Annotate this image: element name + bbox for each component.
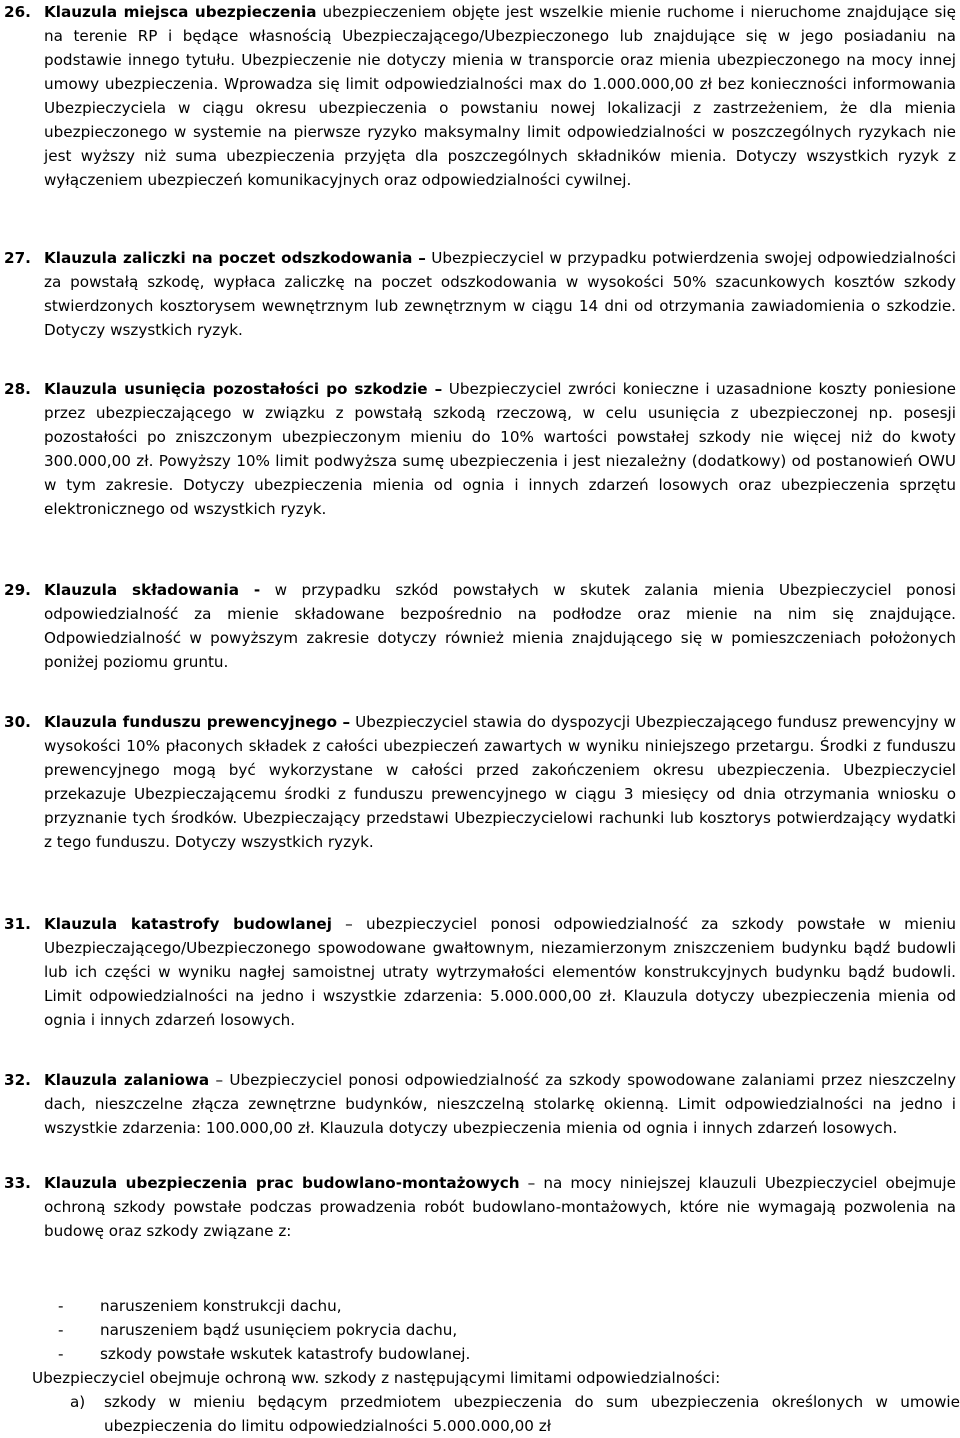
dash-bullet: - xyxy=(58,1297,64,1315)
clause-number: 26. xyxy=(4,3,31,21)
clause-number: 28. xyxy=(4,380,31,398)
clause-title: Klauzula zalaniowa xyxy=(44,1071,210,1089)
clause-title: Klauzula funduszu prewencyjnego – xyxy=(44,713,351,731)
clause-33 xyxy=(4,1171,956,1243)
clause-text: ubezpieczeniem objęte jest wszelkie mienie ruchome i nieruchome znajdujące się na terenie RP i będące własnością Ubezpieczającego/Ubezpieczonego lub znajdujące się w jego posiadaniu na podstawie innego tytułu. Ubezpieczenie nie dotyczy mienia w transporcie oraz mienia ubezpieczonego na mocy innej umowy ubezpieczenia. Wprowadza się limit odpowiedzialności max do 1.000.000,00 zł bez konieczności informowania Ubezpieczyciela w ciągu okresu ubezpieczenia o powstaniu nowej lokalizacji z zastrzeżeniem, że dla mienia ubezpieczonego w systemie na pierwsze ryzyko maksymalny limit odpowiedzialności w poszczególnych ryzykach nie jest wyższy niż suma ubezpieczenia przyjęta dla poszczególnych składników mienia. Dotyczy wszystkich ryzyk z wyłączeniem ubezpieczeń komunikacyjnych oraz odpowiedzialności cywilnej. xyxy=(44,3,956,189)
clause-text: – na mocy niniejszej klauzuli Ubezpieczyciel obejmuje ochroną szkody powstałe podczas prowadzenia robót budowlano-montażowych, które nie wymagają pozwolenia na budowę oraz szkody związane z: xyxy=(44,1174,956,1240)
clause-28 xyxy=(4,377,956,521)
clause-text: Ubezpieczyciel stawia do dyspozycji Ubezpieczającego fundusz prewencyjny w wysokości 10% płaconych składek z całości ubezpieczeń zawartych w wyniku niniejszego przetargu. Środki z funduszu prewencyjnego mogą być wykorzystane w całości przed zakończeniem okresu ubezpieczenia. Ubezpieczyciel przekazuje Ubezpieczającemu środki z funduszu prewencyjnego w ciągu 3 miesięcy od dnia otrzymania wniosku o przyznanie tych środków. Ubezpieczający przedstawi Ubezpieczycielowi rachunki lub kosztorys potwierdzający wydatki z tego funduszu. Dotyczy wszystkich ryzyk. xyxy=(44,713,956,851)
clause-title: Klauzula ubezpieczenia prac budowlano-montażowych xyxy=(44,1174,520,1192)
list-item: - naruszeniem konstrukcji dachu, xyxy=(4,1294,956,1318)
clause-number: 33. xyxy=(4,1174,31,1192)
clause-number: 27. xyxy=(4,249,31,267)
clause-29 xyxy=(4,578,956,674)
clause-32 xyxy=(4,1068,956,1140)
clause-33-sub-a xyxy=(8,1390,960,1438)
clause-number: 31. xyxy=(4,915,31,933)
clause-number: 29. xyxy=(4,581,31,599)
clause-31 xyxy=(4,912,956,1032)
clause-text: Ubezpieczyciel zwróci konieczne i uzasadnione koszty poniesione przez ubezpieczającego w związku z powstałą szkodą rzeczową, w celu usunięcia z ubezpieczonej np. posesji pozostałości po zniszczonym ubezpieczonym mieniu do 10% wartości powstałej szkody nie więcej niż do kwoty 300.000,00 zł. Powyższy 10% limit podwyższa sumę ubezpieczenia i jest niezależny (dodatkowy) od postanowień OWU w tym zakresie. Dotyczy ubezpieczenia mienia od ognia i innych zdarzeń losowych oraz ubezpieczenia sprzętu elektronicznego od wszystkich ryzyk. xyxy=(44,380,957,518)
dash-bullet: - xyxy=(58,1321,64,1339)
sub-item-marker: a) xyxy=(70,1393,86,1411)
clause-text: Ubezpieczyciel w przypadku potwierdzenia swojej odpowiedzialności za powstałą szkodę, wypłaca zaliczkę na poczet odszkodowania w wysokości 50% szacunkowych kosztów szkody stwierdzonych kosztorysem wewnętrznym lub zewnętrznym w ciągu 14 dni od otrzymania zawiadomienia o szkodzie. Dotyczy wszystkich ryzyk. xyxy=(44,249,956,339)
list-item: - naruszeniem bądź usunięciem pokrycia dachu, xyxy=(4,1318,956,1342)
clause-33-cover-text: Ubezpieczyciel obejmuje ochroną ww. szkody z następującymi limitami odpowiedzialności: xyxy=(32,1369,721,1387)
clause-title: Klauzula zaliczki na poczet odszkodowania – xyxy=(44,249,426,267)
clause-title: Klauzula składowania - xyxy=(44,581,261,599)
clause-text: w przypadku szkód powstałych w skutek zalania mienia Ubezpieczyciel ponosi odpowiedzialność za mienie składowane bezpośrednio na podłodze oraz mienie na nim się znajdujące. Odpowiedzialność w powyższym zakresie dotyczy również mienia znajdującego się w pomieszczeniach położonych poniżej poziomu gruntu. xyxy=(44,581,956,671)
clause-text: – Ubezpieczyciel ponosi odpowiedzialność za szkody spowodowane zalaniami przez nieszczelny dach, nieszczelne złącza zewnętrzne budynków, nieszczelną stolarkę okienną. Limit odpowiedzialności na jedno i wszystkie zdarzenia: 100.000,00 zł. Klauzula dotyczy ubezpieczenia mienia od ognia i innych zdarzeń losowych. xyxy=(44,1071,956,1137)
clause-title: Klauzula usunięcia pozostałości po szkodzie – xyxy=(44,380,443,398)
clause-text: – ubezpieczyciel ponosi odpowiedzialność za szkody powstałe w mieniu Ubezpieczającego/Ubezpieczonego spowodowane gwałtownym, niezamierzonym zniszczeniem budynku bądź budowli lub ich części w wyniku nagłej samoistnej utraty wytrzymałości elementów konstrukcyjnych budynku bądź budowli. Limit odpowiedzialności na jedno i wszystkie zdarzenia: 5.000.000,00 zł. Klauzula dotyczy ubezpieczenia mienia od ognia i innych zdarzeń losowych. xyxy=(44,915,956,1029)
clause-30 xyxy=(4,710,956,854)
clause-number: 30. xyxy=(4,713,31,731)
clause-27 xyxy=(4,246,956,342)
clause-number: 32. xyxy=(4,1071,31,1089)
sub-item-text: szkody w mieniu będącym przedmiotem ubezpieczenia do sum ubezpieczenia określonych w umowie ubezpieczenia do limitu odpowiedzialności 5.000.000,00 zł xyxy=(104,1393,960,1435)
clause-33-list xyxy=(4,1294,956,1366)
clause-title: Klauzula miejsca ubezpieczenia xyxy=(44,3,317,21)
clause-title: Klauzula katastrofy budowlanej xyxy=(44,915,332,933)
list-item: - szkody powstałe wskutek katastrofy budowlanej. xyxy=(4,1342,956,1366)
dash-bullet: - xyxy=(58,1345,64,1363)
clause-26 xyxy=(4,0,956,192)
